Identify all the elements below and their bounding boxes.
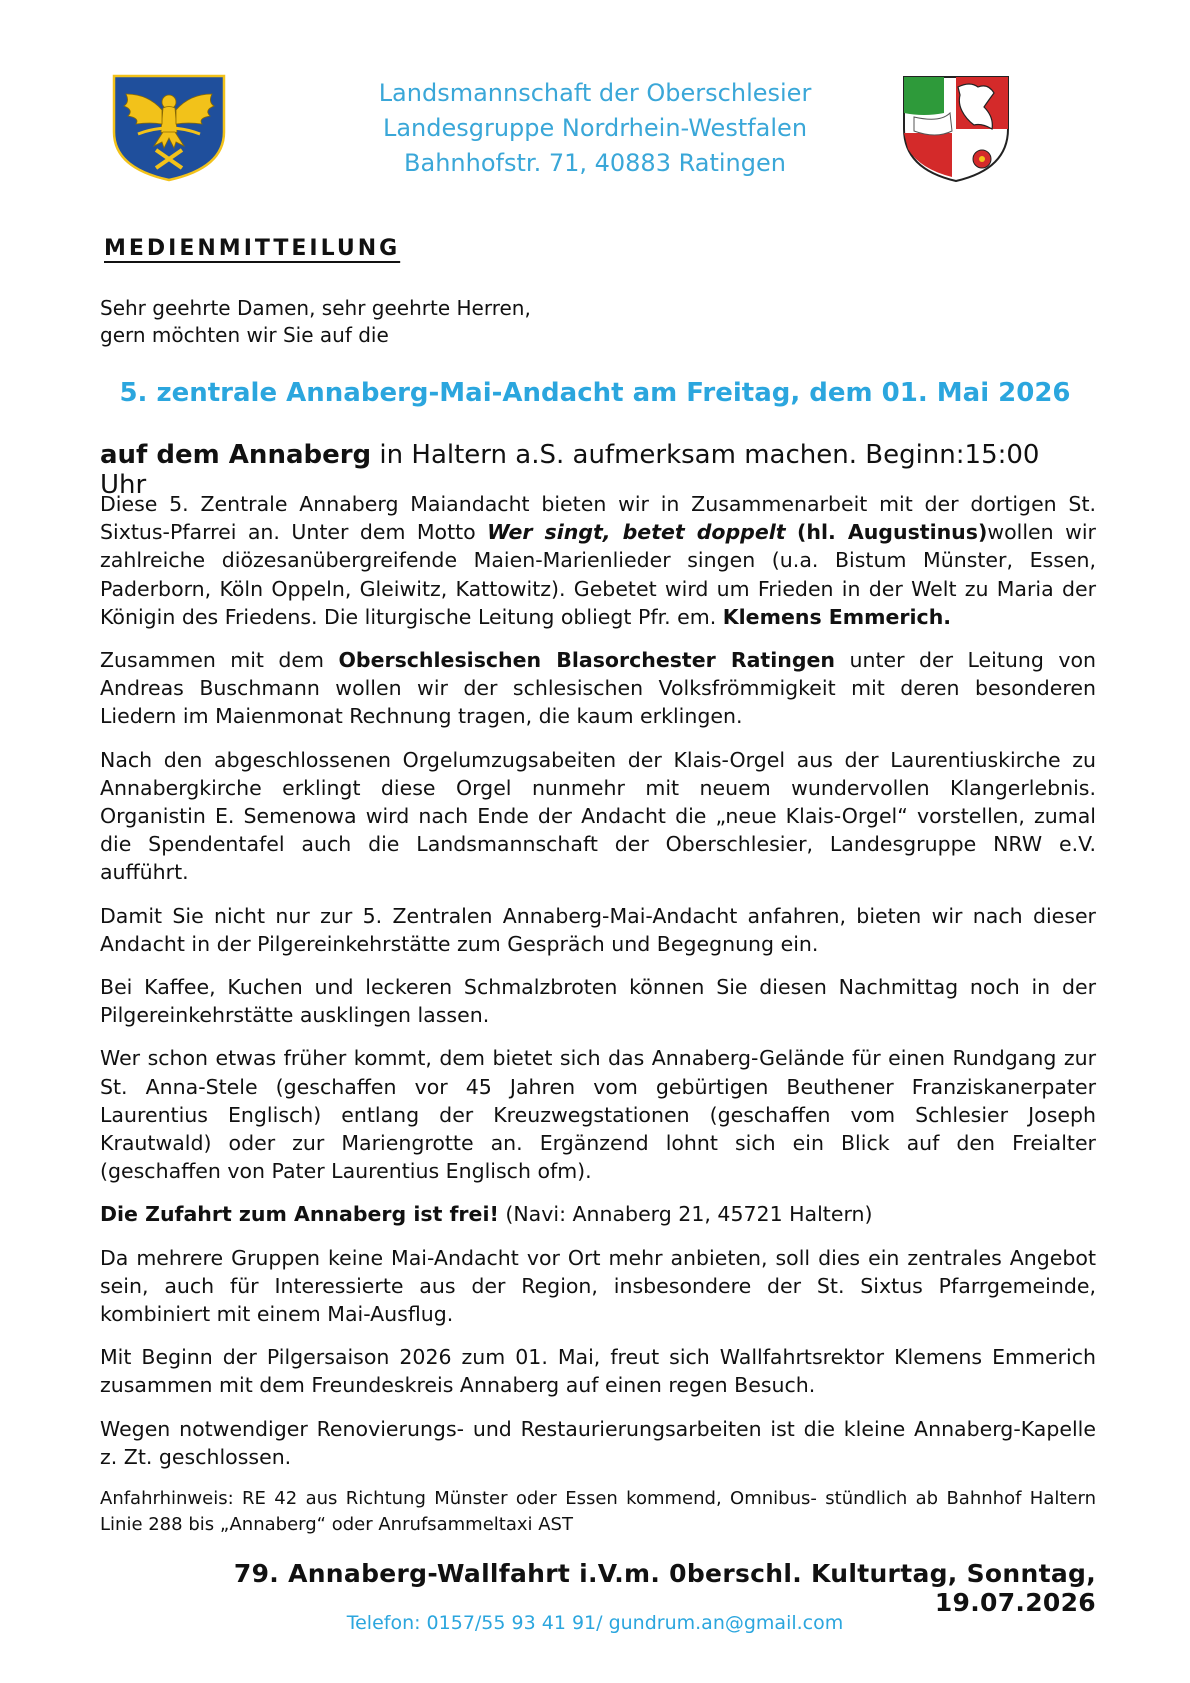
upper-silesia-crest-icon	[110, 72, 228, 182]
salutation	[100, 295, 531, 349]
paragraph: Wegen notwendiger Renovierungs- und Restaurierungsarbeiten ist die kleine Annaberg-Kapelle z. Zt. geschlossen.	[100, 1416, 1096, 1469]
orchestra-name: Oberschlesischen Blasorchester Ratingen	[338, 648, 836, 673]
paragraph	[100, 490, 1096, 631]
paragraph	[100, 646, 1096, 731]
motto: Wer singt, betet doppelt	[487, 520, 786, 545]
access-note: Die Zufahrt zum Annaberg ist frei!	[100, 1202, 499, 1227]
org-branch: Landesgruppe Nordrhein-Westfalen	[382, 114, 808, 142]
contact-info: Telefon: 0157/55 93 41 91/ gundrum.an@gmail.com	[346, 1612, 844, 1634]
salutation-line: gern möchten wir Sie auf die	[100, 323, 389, 347]
event-headline: 5. zentrale Annaberg-Mai-Andacht am Freitag, dem 01. Mai 2026	[119, 378, 1071, 408]
location-bold: auf dem Annaberg	[100, 440, 372, 470]
paragraph: Damit Sie nicht nur zur 5. Zentralen Annaberg-Mai-Andacht anfahren, bieten wir nach dieser Andacht in der Pilgereinkehrstätte zum Gespräch und Begegnung ein.	[100, 903, 1096, 956]
location-rest: in Haltern a.S. aufmerksam machen. Beginn:15:00 Uhr	[100, 440, 1040, 500]
saint-reference: (hl. Augustinus)	[797, 520, 988, 545]
travel-note: Anfahrhinweis: RE 42 aus Richtung Münster oder Essen kommend, Omnibus- stündlich ab Bahnhof Haltern Linie 288 bis „Annaberg“ oder Anrufsammeltaxi AST	[100, 1488, 1096, 1536]
paragraph: Nach den abgeschlossenen Orgelumzugsabeiten der Klais-Orgel aus der Laurentiuskirche zu Annabergkirche erklingt diese Orgel nunmehr mit neuem wundervollen Klangerlebnis. Organistin E. Semenowa wird nach Ende der Andacht die „neue Klais-Orgel“ vorstellen, zumal die Spendentafel auch die Landsmannschaft der Oberschlesier, Landesgruppe NRW e.V. aufführt.	[100, 747, 1096, 885]
text-span: Diese 5. Zentrale Annaberg Maiandacht bieten wir in Zusammenarbeit mit der dortigen St. Sixtus-Pfarrei an. Unter dem Motto	[100, 492, 1096, 545]
text-span: Zusammen mit dem	[100, 648, 339, 673]
nrw-coat-of-arms-icon	[900, 73, 1012, 185]
salutation-line: Sehr geehrte Damen, sehr geehrte Herren,	[100, 296, 531, 320]
text-span: wollen wir zahlreiche diözesanübergreifende Maien-Marienlieder singen (u.a. Bistum Münster, Essen, Paderborn, Köln Oppeln, Gleiwitz, Kattowitz). Gebetet wird um Frieden in der Welt zu Maria der Königin des Friedens. Die liturgische Leitung obliegt Pfr. em.	[100, 520, 1096, 629]
paragraph: Wer schon etwas früher kommt, dem bietet sich das Annaberg-Gelände für einen Rundgang zur St. Anna-Stele (geschaffen vor 45 Jahren vom gebürtigen Beuthener Franziskanerpater Laurentius Englisch) entlang der Kreuzwegstationen (geschaffen vom Schlesier Joseph Krautwald) oder zur Mariengrotte an. Ergänzend lohnt sich ein Blick auf den Freialter (geschaffen von Pater Laurentius Englisch ofm).	[100, 1046, 1096, 1184]
text-span: unter der Leitung von Andreas Buschmann wollen wir der schlesischen Volksfrömmigkeit mit deren besonderen Liedern im Maienmonat Rechnung tragen, die kaum erklingen.	[100, 648, 1097, 729]
paragraph: Bei Kaffee, Kuchen und leckeren Schmalzbroten können Sie diesen Nachmittag noch in der Pilgereinkehrstätte ausklingen lassen.	[100, 975, 1096, 1028]
org-address: Bahnhofstr. 71, 40883 Ratingen	[404, 149, 786, 177]
organization-header	[330, 76, 860, 181]
priest-name: Klemens Emmerich.	[722, 604, 952, 629]
paragraph	[100, 1200, 1096, 1228]
paragraph: Da mehrere Gruppen keine Mai-Andacht vor Ort mehr anbieten, soll dies ein zentrales Angebot sein, auch für Interessierte aus der Region, insbesondere der St. Sixtus Pfarrgemeinde, kombiniert mit einem Mai-Ausflug.	[100, 1245, 1096, 1327]
text-span	[786, 520, 797, 544]
paragraph: Mit Beginn der Pilgersaison 2026 zum 01. Mai, freut sich Wallfahrtsrektor Klemens Emmerich zusammen mit dem Freundeskreis Annaberg auf einen regen Besuch.	[100, 1345, 1096, 1398]
upcoming-event: 79. Annaberg-Wallfahrt i.V.m. 0berschl. Kulturtag, Sonntag, 19.07.2026	[233, 1559, 1096, 1617]
text-span: (Navi: Annaberg 21, 45721 Haltern)	[498, 1202, 873, 1227]
press-release-title: MEDIENMITTEILUNG	[104, 236, 401, 261]
press-release-body	[100, 490, 1096, 1554]
org-name: Landsmannschaft der Oberschlesier	[378, 79, 812, 107]
